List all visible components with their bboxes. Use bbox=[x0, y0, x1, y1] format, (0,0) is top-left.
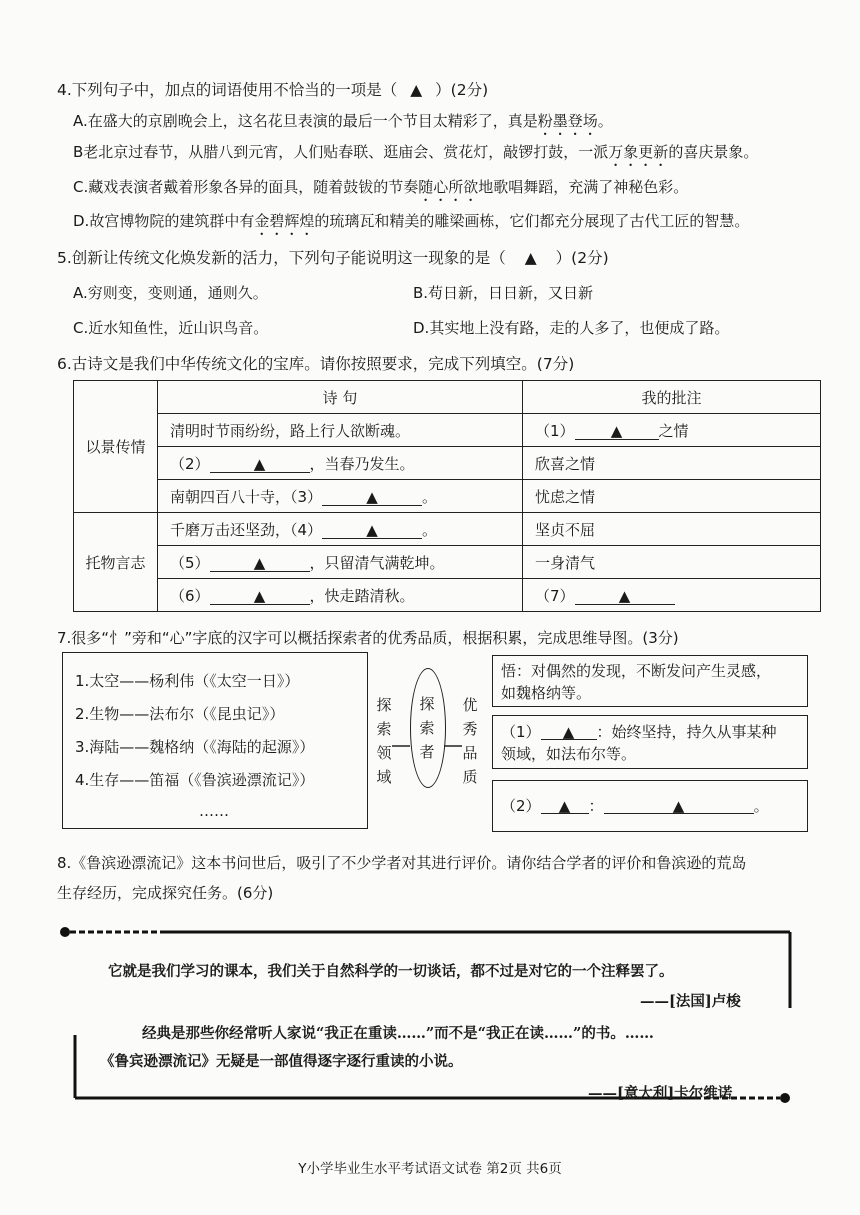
category-scenery: 以景传情 bbox=[74, 381, 158, 513]
quality-box-1 bbox=[492, 715, 808, 769]
quality-1-label: （1） bbox=[501, 723, 541, 741]
label-char: 域 bbox=[376, 768, 392, 786]
quality-2-label: （2） bbox=[501, 797, 541, 815]
quality-2-end: 。 bbox=[753, 797, 769, 815]
q8-stem-line2: 生存经历，完成探究任务。(6分) bbox=[57, 884, 274, 902]
fill-blank-q7-1[interactable] bbox=[541, 722, 597, 740]
q5-score: ）(2分) bbox=[555, 249, 609, 267]
q4-b-dotted: 万象更新 bbox=[608, 143, 669, 161]
fill-blank-1[interactable] bbox=[575, 422, 659, 440]
label-exploration-field bbox=[375, 693, 393, 789]
q4-option-d bbox=[73, 211, 749, 239]
center-char: 者 bbox=[419, 743, 435, 761]
blank-triangle: ▲ bbox=[562, 723, 575, 741]
quote-calvino-line1: 经典是那些你经常听人家说“我正在重读……”而不是“我正在读……”的书。…… bbox=[142, 1025, 654, 1042]
q4-b-text: B老北京过春节，从腊八到元宵，人们贴春联、逛庙会、赏花灯，敲锣打鼓，一派 bbox=[73, 143, 609, 161]
q7-stem: 7.很多“忄”旁和“心”字底的汉字可以概括探索者的优秀品质，根据积累，完成思维导图。(3分) bbox=[57, 629, 679, 647]
q4-option-b bbox=[73, 142, 758, 170]
poem-row-2 bbox=[158, 447, 523, 480]
q4-c-dotted: 随心所欲 bbox=[418, 178, 479, 196]
quality-wu-line2: 如魏格纳等。 bbox=[501, 684, 592, 702]
note-row-5: 一身清气 bbox=[523, 546, 821, 579]
center-char: 探 bbox=[419, 695, 435, 713]
blank-triangle: ▲ bbox=[610, 421, 623, 440]
q4-c-text: C.藏戏表演者戴着形象各异的面具，随着鼓钹的节奏 bbox=[73, 178, 419, 196]
poem-3-label: 南朝四百八十寺，（3） bbox=[170, 487, 323, 506]
field-item-more: …… bbox=[199, 802, 229, 820]
q5-stem bbox=[57, 248, 609, 268]
poem-row-6 bbox=[158, 579, 523, 612]
label-char: 领 bbox=[376, 744, 392, 762]
q4-d-dotted: 金碧辉煌 bbox=[254, 212, 315, 230]
blank-triangle: ▲ bbox=[366, 487, 378, 506]
label-char: 探 bbox=[376, 696, 392, 714]
q5-option-c: C.近水知鱼性，近山识鸟音。 bbox=[73, 319, 269, 337]
q4-a-end: 。 bbox=[597, 112, 613, 130]
poem-row-1: 清明时节雨纷纷，路上行人欲断魂。 bbox=[158, 414, 523, 447]
exploration-fields-box bbox=[62, 652, 368, 829]
note-row-1 bbox=[523, 414, 821, 447]
fill-blank-2[interactable] bbox=[210, 455, 310, 473]
q4-d-text: D.故宫博物院的建筑群中有 bbox=[73, 212, 255, 230]
label-char: 品 bbox=[462, 744, 478, 762]
fill-blank-q7-2a[interactable] bbox=[541, 796, 589, 814]
note-row-7 bbox=[523, 579, 821, 612]
poem-row-5 bbox=[158, 546, 523, 579]
quality-2-colon: ： bbox=[588, 797, 604, 815]
field-item-3: 3.海陆——魏格纳（《海陆的起源》） bbox=[75, 738, 315, 756]
poem-row-3 bbox=[158, 480, 523, 513]
q5-option-b: B.苟日新，日日新，又日新 bbox=[413, 284, 594, 302]
field-item-2: 2.生物——法布尔（《昆虫记》） bbox=[75, 705, 285, 723]
label-char: 优 bbox=[462, 696, 478, 714]
answer-triangle: ▲ bbox=[410, 81, 423, 99]
poem-table bbox=[73, 380, 821, 612]
note-1-suffix: 之情 bbox=[658, 421, 689, 440]
poem-6-label: （6） bbox=[170, 586, 210, 605]
fill-blank-4[interactable] bbox=[322, 521, 422, 539]
poem-6-suffix: ，快走踏清秋。 bbox=[309, 586, 415, 605]
q4-stem-text: 4.下列句子中，加点的词语使用不恰当的一项是（ bbox=[57, 81, 398, 99]
q4-score: ）(2分) bbox=[435, 81, 489, 99]
q4-stem bbox=[57, 80, 488, 100]
poem-row-4 bbox=[158, 513, 523, 546]
page-footer: Y小学毕业生水平考试语文试卷 第2页 共6页 bbox=[298, 1161, 562, 1177]
poem-5-suffix: ，只留清气满乾坤。 bbox=[309, 553, 445, 572]
blank-triangle: ▲ bbox=[253, 586, 266, 605]
answer-triangle: ▲ bbox=[524, 249, 537, 267]
quality-1-line2: 领域，如法布尔等。 bbox=[501, 745, 637, 763]
q5-option-a: A.穷则变，变则通，通则久。 bbox=[73, 284, 268, 302]
poem-2-label: （2） bbox=[170, 454, 210, 473]
blank-triangle: ▲ bbox=[366, 520, 378, 539]
header-poem: 诗 句 bbox=[158, 381, 523, 414]
blank-triangle: ▲ bbox=[672, 797, 685, 815]
note-7-label: （7） bbox=[535, 586, 575, 605]
poem-5-label: （5） bbox=[170, 553, 210, 572]
poem-3-suffix: 。 bbox=[422, 487, 438, 506]
blank-triangle: ▲ bbox=[253, 553, 266, 572]
category-objects: 托物言志 bbox=[74, 513, 158, 612]
q8-stem-line1: 8.《鲁滨逊漂流记》这本书问世后，吸引了不少学者对其进行评价。请你结合学者的评价和鲁滨逊的荒岛 bbox=[57, 854, 747, 872]
note-row-2: 欣喜之情 bbox=[523, 447, 821, 480]
poem-4-suffix: 。 bbox=[422, 520, 438, 539]
q4-a-text: A.在盛大的京剧晚会上，这名花旦表演的最后一个节目太精彩了，真是 bbox=[73, 112, 538, 130]
q6-stem: 6.古诗文是我们中华传统文化的宝库。请你按照要求，完成下列填空。(7分) bbox=[57, 355, 575, 373]
q4-b-end: 的喜庆景象。 bbox=[668, 143, 759, 161]
quality-1-line1 bbox=[501, 722, 777, 742]
label-char: 质 bbox=[462, 768, 478, 786]
quality-wu-line1: 悟：对偶然的发现，不断发问产生灵感， bbox=[501, 662, 772, 680]
poem-4-label: 千磨万击还坚劲，（4） bbox=[170, 520, 323, 539]
quality-1-desc: ：始终坚持，持久从事某种 bbox=[596, 723, 777, 741]
q5-option-d: D.其实地上没有路，走的人多了，也便成了路。 bbox=[413, 319, 730, 337]
blank-triangle: ▲ bbox=[253, 454, 266, 473]
center-char: 索 bbox=[419, 719, 435, 737]
fill-blank-5[interactable] bbox=[210, 554, 310, 572]
frame-dot-right bbox=[780, 1093, 790, 1103]
fill-blank-q7-2b[interactable] bbox=[604, 796, 754, 814]
label-char: 秀 bbox=[462, 720, 478, 738]
note-1-label: （1） bbox=[535, 421, 575, 440]
quality-box-wu bbox=[492, 655, 808, 707]
quote-calvino-author: ——[意大利]卡尔维诺 bbox=[588, 1085, 733, 1102]
quote-rousseau-author: ——[法国]卢梭 bbox=[640, 993, 741, 1010]
quote-calvino-line2: 《鲁宾逊漂流记》无疑是一部值得逐字逐行重读的小说。 bbox=[100, 1053, 463, 1070]
fill-blank-7[interactable] bbox=[575, 587, 675, 605]
field-item-4: 4.生存——笛福（《鲁滨逊漂流记》） bbox=[75, 771, 315, 789]
note-row-3: 忧虑之情 bbox=[523, 480, 821, 513]
note-row-4: 坚贞不屈 bbox=[523, 513, 821, 546]
center-explorer bbox=[418, 692, 436, 764]
q5-stem-text: 5.创新让传统文化焕发新的活力，下列句子能说明这一现象的是（ bbox=[57, 249, 506, 267]
q4-d-end: 的琉璃瓦和精美的雕梁画栋，它们都充分展现了古代工匠的智慧。 bbox=[314, 212, 750, 230]
quality-box-2 bbox=[492, 780, 808, 832]
q4-option-a bbox=[73, 111, 613, 139]
q4-option-c bbox=[73, 177, 688, 205]
quote-rousseau: 它就是我们学习的课本，我们关于自然科学的一切谈话，都不过是对它的一个注释罢了。 bbox=[108, 963, 674, 980]
q4-c-end: 地歌唱舞蹈，充满了神秘色彩。 bbox=[478, 178, 689, 196]
blank-triangle: ▲ bbox=[618, 586, 631, 605]
label-char: 索 bbox=[376, 720, 392, 738]
fill-blank-6[interactable] bbox=[210, 587, 310, 605]
field-item-1: 1.太空——杨利伟（《太空一日》） bbox=[75, 672, 300, 690]
poem-2-suffix: ，当春乃发生。 bbox=[309, 454, 415, 473]
quality-2-line bbox=[501, 796, 769, 816]
fill-blank-3[interactable] bbox=[322, 488, 422, 506]
label-quality bbox=[461, 693, 479, 789]
q4-a-dotted: 粉墨登场 bbox=[537, 112, 598, 130]
header-note: 我的批注 bbox=[523, 381, 821, 414]
blank-triangle: ▲ bbox=[558, 797, 571, 815]
frame-dot-left bbox=[60, 927, 70, 937]
